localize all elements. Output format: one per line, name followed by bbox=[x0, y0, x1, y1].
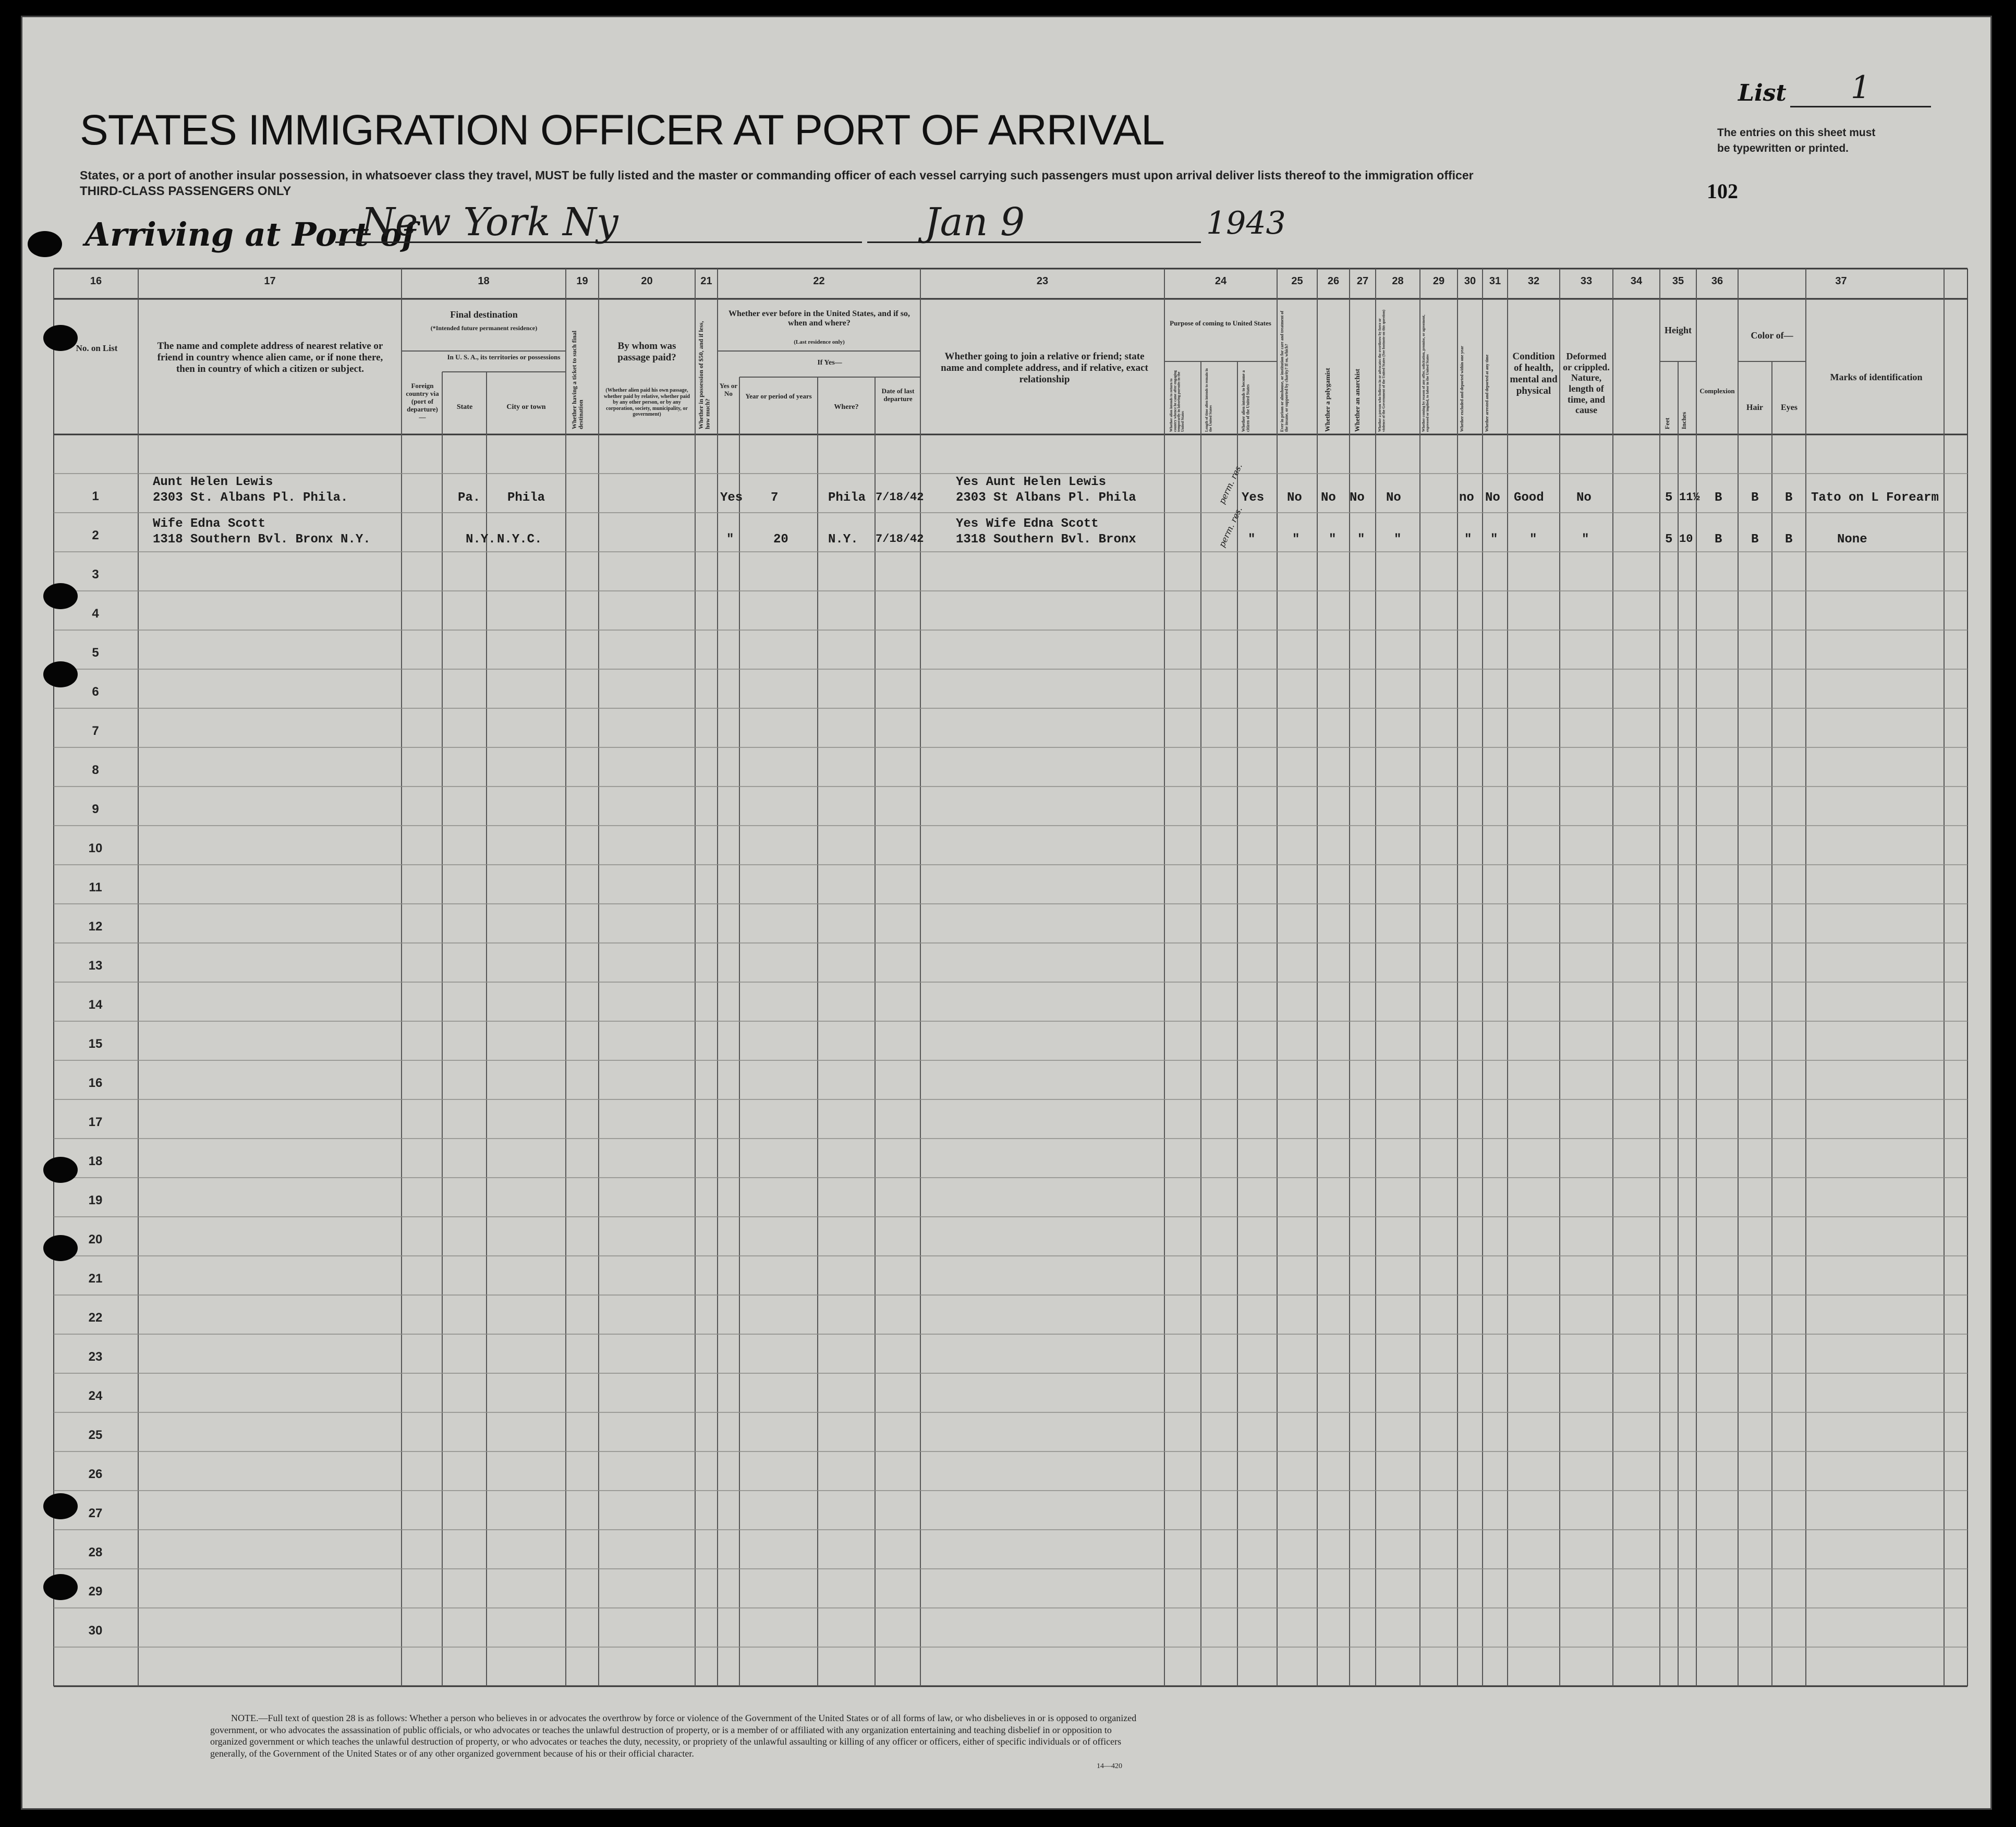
header-passage-paid: By whom was passage paid? bbox=[617, 341, 676, 363]
header-inches: Inches bbox=[1680, 412, 1687, 429]
colnum-20: 20 bbox=[641, 275, 653, 287]
entry-eyes: B bbox=[1785, 491, 1793, 505]
header-purpose-return: Whether alien intends to return to country whence he came after engaging temporarily in laboring pursuits in the United States bbox=[1169, 370, 1185, 432]
entry-prison: No bbox=[1287, 491, 1302, 505]
row-number: 3 bbox=[92, 567, 99, 582]
header-height: Height bbox=[1665, 325, 1692, 335]
entry-purpose-hand: perm. res. bbox=[1217, 505, 1244, 549]
colnum-25: 25 bbox=[1291, 275, 1303, 287]
entry-where: N.Y. bbox=[828, 533, 858, 547]
row-number: 30 bbox=[88, 1624, 103, 1638]
row-number: 19 bbox=[88, 1193, 103, 1207]
entry-hair: B bbox=[1751, 533, 1759, 547]
header-subtitle: States, or a port of another insular possession, in whatsoever class they travel, MUST be fully listed and the master or commanding officer of each vessel carrying such passengers must upon arrival deliver lists thereof to the immigration officer bbox=[80, 168, 1474, 182]
header-state: State bbox=[456, 403, 473, 411]
entry-polygamist: " bbox=[1329, 533, 1337, 547]
footnote-question-28: NOTE.—Full text of question 28 is as follows: Whether a person who believes in or advocates the overthrow by force or violence of the Government of the United States or of all forms of law, or who disbelieves in or is opposed to organized government, or who advocates the assassination of public officials, or who advocates or teaches the unlawful destruction of property, or is a member of or affiliated with any organization entertaining and teaching disbelief in or opposition to organized government or which teaches the unlawful destruction of property, or who advocates or teaches the duty, necessity, or propriety of the unlawful assaulting or killing of any officer or officers, either of specific individuals or of officers generally, of the Government of the United States or of any other organized government because of his or their official character. bbox=[210, 1713, 1137, 1759]
entry-health: Good bbox=[1514, 491, 1544, 505]
entry-deformed: No bbox=[1576, 491, 1592, 505]
row-number: 10 bbox=[88, 841, 103, 855]
entry-relative-line1: Aunt Helen Lewis bbox=[153, 475, 273, 489]
entry-excluded: " bbox=[1464, 533, 1472, 547]
colnum-17: 17 bbox=[264, 275, 276, 287]
entry-before-in-us: Yes bbox=[720, 491, 743, 505]
colnum-37: 37 bbox=[1835, 275, 1847, 287]
colnum-32: 32 bbox=[1527, 275, 1540, 287]
colnum-36: 36 bbox=[1711, 275, 1723, 287]
list-number: 1 bbox=[1790, 69, 1931, 107]
row-number: 12 bbox=[88, 919, 103, 934]
entry-join-line1: Yes Aunt Helen Lewis bbox=[956, 475, 1107, 489]
list-label: List bbox=[1738, 80, 1787, 106]
entry-prison: " bbox=[1292, 533, 1300, 547]
entry-date-departure: 7/18/42 bbox=[876, 533, 924, 546]
header-in-usa: In U. S. A., its territories or possessions bbox=[447, 353, 561, 361]
row-number: 4 bbox=[92, 607, 99, 621]
colnum-30: 30 bbox=[1464, 275, 1476, 287]
header-if-yes: If Yes— bbox=[817, 359, 842, 367]
entries-note-1: The entries on this sheet must bbox=[1717, 127, 1876, 139]
entry-inches: 11½ bbox=[1679, 491, 1700, 504]
entry-years: 7 bbox=[771, 491, 779, 505]
colnum-22: 22 bbox=[813, 275, 825, 287]
colnum-34: 34 bbox=[1630, 275, 1643, 287]
colnum-21: 21 bbox=[700, 275, 712, 287]
entry-anarchist: " bbox=[1357, 533, 1365, 547]
entry-inches: 10 bbox=[1679, 533, 1693, 546]
row-number: 9 bbox=[92, 802, 99, 816]
row-number: 21 bbox=[88, 1272, 103, 1286]
header-feet: Feet bbox=[1663, 418, 1671, 429]
entry-city: Phila bbox=[507, 491, 545, 505]
row-number: 6 bbox=[92, 685, 99, 699]
sheet-number: 102 bbox=[1707, 179, 1738, 203]
header-ever-before: Whether ever before in the United States, and if so, when and where? bbox=[728, 309, 910, 328]
row-number: 17 bbox=[88, 1115, 103, 1129]
punch-hole bbox=[43, 1235, 78, 1261]
entry-overthrow: No bbox=[1386, 491, 1401, 505]
header-possession-50: Whether in possession of $50, and if less, how much? bbox=[697, 321, 711, 429]
colnum-27: 27 bbox=[1356, 275, 1369, 287]
colnum-31: 31 bbox=[1489, 275, 1501, 287]
entry-hair: B bbox=[1751, 491, 1759, 505]
header-overthrow: Whether a person who believes in or advocates the overthrow by force or violence of the Government of the United States (See footnote on this question) bbox=[1378, 309, 1386, 432]
header-where: Where? bbox=[834, 403, 859, 411]
header-going-to-join: Whether going to join a relative or friend; state name and complete address, and if relative, exact relationship bbox=[941, 351, 1148, 385]
header-city: City or town bbox=[506, 403, 546, 411]
header-purpose-citizen: Whether alien intends to become a citizen of the United States bbox=[1241, 370, 1250, 432]
entry-eyes: B bbox=[1785, 533, 1793, 547]
row-number: 22 bbox=[88, 1311, 103, 1325]
header-passage-note: (Whether alien paid his own passage, whether paid by relative, whether paid by any other person, or by any corporation, society, municipality, or government) bbox=[603, 388, 690, 417]
header-excluded: Whether excluded and deported within one year bbox=[1460, 346, 1464, 432]
entry-anarchist: No bbox=[1350, 491, 1365, 505]
header-no-on-list: No. on List bbox=[76, 343, 118, 353]
row-number: 27 bbox=[88, 1506, 103, 1520]
row-number: 15 bbox=[88, 1037, 103, 1051]
header-purpose: Purpose of coming to United States bbox=[1170, 319, 1271, 327]
row-number: 2 bbox=[92, 528, 99, 542]
header-polygamist: Whether a polygamist bbox=[1323, 368, 1331, 432]
entry-marks: None bbox=[1837, 533, 1867, 547]
punch-hole bbox=[28, 231, 62, 257]
entry-overthrow: " bbox=[1394, 533, 1402, 547]
entry-citizen: Yes bbox=[1242, 491, 1265, 505]
colnum-29: 29 bbox=[1432, 275, 1445, 287]
header-years: Year or period of years bbox=[745, 392, 812, 400]
entry-years: 20 bbox=[773, 533, 788, 547]
row-number: 14 bbox=[88, 998, 103, 1012]
header-purpose-length: Length of time alien intends to remain in the United States bbox=[1205, 368, 1213, 432]
entry-state: N.Y. bbox=[466, 533, 496, 547]
colnum-18: 18 bbox=[478, 275, 490, 287]
entry-citizen: " bbox=[1248, 533, 1256, 547]
class-line: THIRD-CLASS PASSENGERS ONLY bbox=[80, 184, 292, 198]
header-arrested: Whether arrested and deported at any time bbox=[1485, 354, 1489, 432]
entry-arrested: No bbox=[1485, 491, 1500, 505]
page-title: STATES IMMIGRATION OFFICER AT PORT OF ARRIVAL bbox=[80, 106, 1164, 154]
entry-relative-line2: 1318 Southern Bvl. Bronx N.Y. bbox=[153, 533, 371, 547]
row-number: 23 bbox=[88, 1350, 103, 1364]
arriving-label: Arriving at Port of bbox=[85, 215, 416, 253]
header-prison: Ever in prison or almshouse, or institution for care and treatment of the insane, or supported by charity? If so, which? bbox=[1280, 311, 1289, 432]
punch-hole bbox=[43, 1493, 78, 1519]
entry-deformed: " bbox=[1582, 533, 1589, 547]
year-handwritten: 1943 bbox=[1206, 205, 1286, 241]
entry-purpose-hand: perm. res. bbox=[1217, 462, 1244, 506]
colnum-28: 28 bbox=[1392, 275, 1404, 287]
date-handwritten: Jan 9 bbox=[925, 200, 1025, 245]
punch-hole bbox=[43, 583, 78, 609]
header-hair: Hair bbox=[1746, 403, 1763, 412]
row-number: 29 bbox=[88, 1584, 103, 1599]
entries-note-2: be typewritten or printed. bbox=[1717, 142, 1849, 154]
header-color-of: Color of— bbox=[1751, 330, 1793, 341]
header-ticket: Whether having a ticket to such final destination bbox=[570, 330, 585, 429]
header-eyes: Eyes bbox=[1781, 403, 1798, 412]
row-number: 28 bbox=[88, 1545, 103, 1559]
row-number: 13 bbox=[88, 959, 103, 973]
row-number: 8 bbox=[92, 763, 99, 777]
entry-relative-line1: Wife Edna Scott bbox=[153, 517, 266, 531]
colnum-23: 23 bbox=[1036, 275, 1049, 287]
row-number: 7 bbox=[92, 724, 99, 738]
header-date-departure: Date of last departure bbox=[881, 387, 915, 403]
entry-complexion: B bbox=[1715, 491, 1722, 505]
row-number: 1 bbox=[92, 489, 99, 503]
header-complexion: Complexion bbox=[1699, 387, 1735, 395]
punch-hole bbox=[43, 325, 78, 351]
entry-before-in-us: " bbox=[726, 533, 734, 547]
header-final-destination-note: (*Intended future permanent residence) bbox=[430, 324, 538, 332]
header-deformed: Deformed or crippled. Nature, length of time, and cause bbox=[1563, 351, 1610, 416]
form-number: 14—420 bbox=[1097, 1762, 1122, 1770]
header-yes-no: Yes or No bbox=[719, 382, 738, 397]
header-health: Condition of health, mental and physical bbox=[1510, 351, 1558, 396]
colnum-26: 26 bbox=[1327, 275, 1340, 287]
header-last-residence: (Last residence only) bbox=[794, 339, 845, 345]
entry-state: Pa. bbox=[458, 491, 481, 505]
entry-join-line1: Yes Wife Edna Scott bbox=[956, 517, 1099, 531]
colnum-24: 24 bbox=[1215, 275, 1227, 287]
manifest-sheet bbox=[21, 16, 1992, 1810]
entry-polygamist: No bbox=[1321, 491, 1336, 505]
entry-join-line2: 2303 St Albans Pl. Phila bbox=[956, 491, 1136, 505]
row-number: 26 bbox=[88, 1467, 103, 1481]
row-number: 5 bbox=[92, 646, 99, 660]
header-foreign-country: Foreign country via (port of departure)— bbox=[406, 382, 439, 421]
row-number: 25 bbox=[88, 1428, 103, 1442]
entry-city: N.Y.C. bbox=[497, 533, 542, 547]
colnum-35: 35 bbox=[1672, 275, 1684, 287]
entry-arrested: " bbox=[1490, 533, 1498, 547]
entry-excluded: no bbox=[1459, 491, 1474, 505]
row-number: 11 bbox=[89, 880, 102, 894]
colnum-33: 33 bbox=[1580, 275, 1593, 287]
entry-feet: 5 bbox=[1665, 491, 1673, 505]
header-anarchist: Whether an anarchist bbox=[1353, 369, 1361, 432]
row-number: 16 bbox=[88, 1076, 103, 1090]
row-number: 24 bbox=[88, 1389, 103, 1403]
entry-relative-line2: 2303 St. Albans Pl. Phila. bbox=[153, 491, 348, 505]
entry-complexion: B bbox=[1715, 533, 1722, 547]
punch-hole bbox=[43, 661, 78, 687]
entry-marks: Tato on L Forearm bbox=[1811, 491, 1939, 505]
entry-health: " bbox=[1529, 533, 1537, 547]
header-marks: Marks of identification bbox=[1830, 372, 1923, 382]
entry-feet: 5 bbox=[1665, 533, 1673, 547]
header-offer-labor: Whether coming by reason of any offer, solicitation, promise, or agreement, expressed or implied, to labor in the United States bbox=[1422, 314, 1430, 432]
header-final-destination: Final destination bbox=[450, 309, 518, 320]
colnum-16: 16 bbox=[90, 275, 102, 287]
punch-hole bbox=[43, 1574, 78, 1600]
row-number: 18 bbox=[88, 1154, 103, 1168]
entry-join-line2: 1318 Southern Bvl. Bronx bbox=[956, 533, 1136, 547]
row-number: 20 bbox=[88, 1232, 103, 1247]
punch-hole bbox=[43, 1157, 78, 1183]
entry-date-departure: 7/18/42 bbox=[876, 491, 924, 504]
port-handwritten: New York Ny bbox=[361, 200, 618, 245]
header-relative-address: The name and complete address of nearest relative or friend in country whence alien came, or if none there, then in country of which a citizen or subject. bbox=[157, 341, 383, 374]
colnum-19: 19 bbox=[576, 275, 588, 287]
entry-where: Phila bbox=[828, 491, 866, 505]
